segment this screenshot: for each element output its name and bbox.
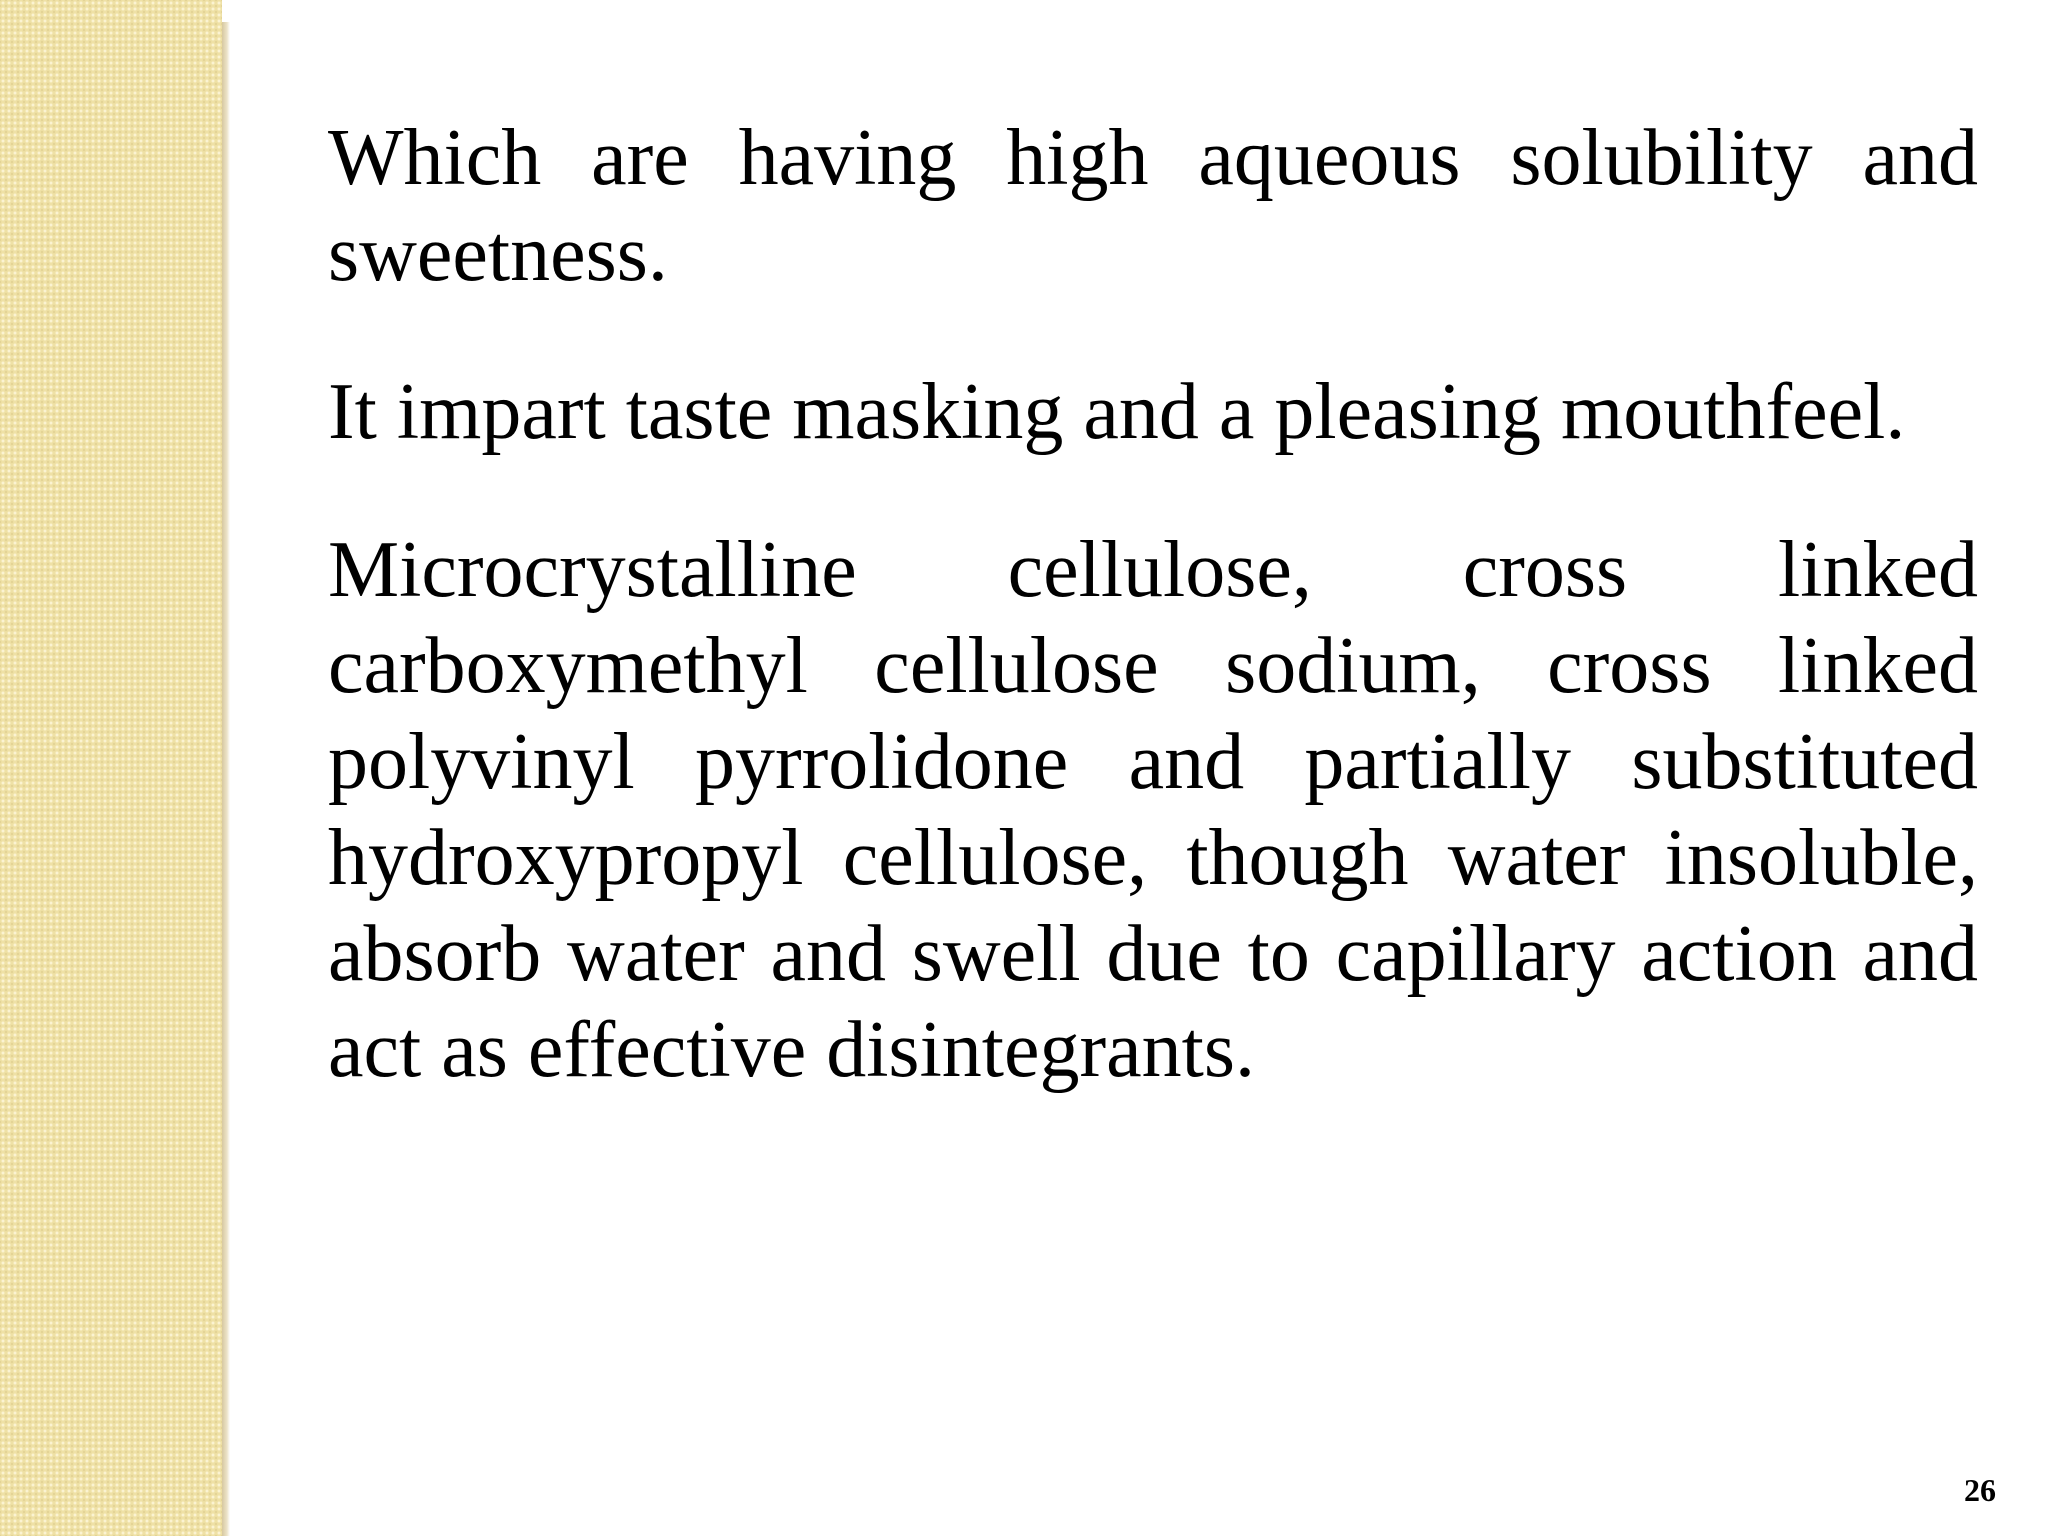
paragraph-disintegrants: Microcrystalline cellulose, cross linked carboxymethyl cellulose sodium, cross linked polyvinyl pyrrolidone and partially substituted hydroxypropyl cellulose, though water insoluble, absorb water and swell due to capillary action and act as effective disintegrants. [328,526,1978,1094]
page-number: 26 [1964,1472,1996,1508]
decorative-side-band [0,0,222,1536]
slide-body [328,110,1978,1098]
paragraph-solubility: Which are having high aqueous solubility and sweetness. [328,114,1978,298]
side-band-shadow [222,22,230,1536]
paragraph-taste-masking: It impart taste masking and a pleasing mouthfeel. [328,368,1906,456]
